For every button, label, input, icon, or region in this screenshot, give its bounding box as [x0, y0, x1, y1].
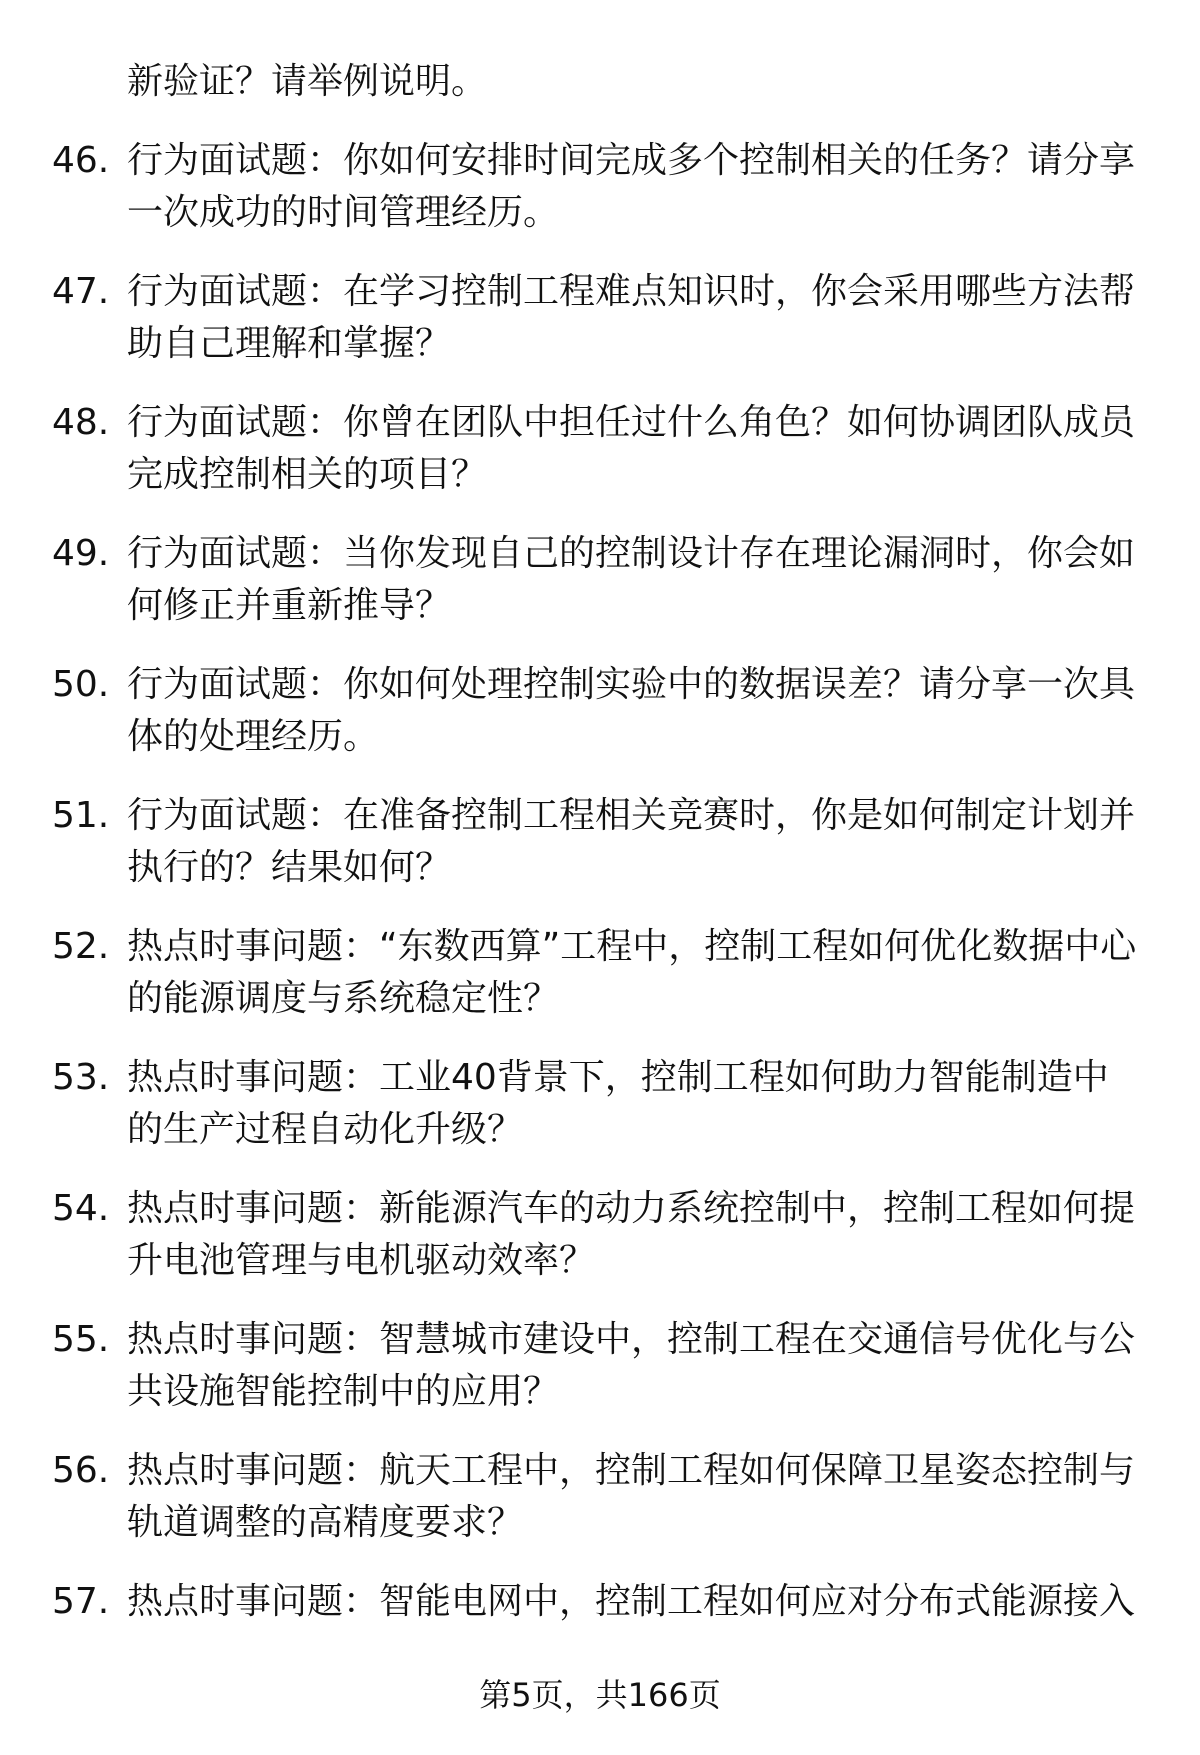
page-number-footer: 第5页，共166页 — [479, 1676, 721, 1714]
question-text: 行为面试题：你如何处理控制实验中的数据误差？请分享一次具体的处理经历。 — [127, 664, 1136, 757]
question-text: 行为面试题：在学习控制工程难点知识时，你会采用哪些方法帮助自己理解和掌握？ — [127, 271, 1136, 364]
question-number: 53. — [52, 1057, 110, 1098]
question-text: 热点时事问题：新能源汽车的动力系统控制中，控制工程如何提升电池管理与电机驱动效率？ — [127, 1188, 1136, 1281]
question-item — [0, 1183, 1137, 1287]
continuation-text: 新验证？请举例说明。 — [127, 61, 488, 102]
question-text: 行为面试题：在准备控制工程相关竞赛时，你是如何制定计划并执行的？结果如何？ — [127, 795, 1136, 888]
question-item — [0, 397, 1137, 501]
question-list — [0, 56, 1200, 1628]
question-item — [0, 921, 1137, 1025]
question-text: 行为面试题：你如何安排时间完成多个控制相关的任务？请分享一次成功的时间管理经历。 — [127, 140, 1136, 233]
question-number: 56. — [52, 1450, 110, 1491]
question-number: 47. — [52, 271, 110, 312]
question-text: 热点时事问题：智能电网中，控制工程如何应对分布式能源接入 — [127, 1581, 1136, 1622]
question-number: 54. — [52, 1188, 110, 1229]
question-number: 48. — [52, 402, 110, 443]
question-number: 46. — [52, 140, 110, 181]
question-text: 热点时事问题：工业40背景下，控制工程如何助力智能制造中的生产过程自动化升级？ — [127, 1057, 1109, 1150]
question-item — [0, 1314, 1137, 1418]
question-item — [0, 1576, 1137, 1628]
watermark: ​ — [632, 584, 768, 745]
question-text: 热点时事问题：智慧城市建设中，控制工程在交通信号优化与公共设施智能控制中的应用？ — [127, 1319, 1136, 1412]
question-number: 51. — [52, 795, 110, 836]
question-item — [0, 135, 1137, 239]
question-text: 行为面试题：你曾在团队中担任过什么角色？如何协调团队成员完成控制相关的项目？ — [127, 402, 1136, 495]
question-number: 49. — [52, 533, 110, 574]
question-number: 55. — [52, 1319, 110, 1360]
question-text: 行为面试题：当你发现自己的控制设计存在理论漏洞时，你会如何修正并重新推导？ — [127, 533, 1136, 626]
question-item — [0, 266, 1137, 370]
question-item — [0, 1052, 1137, 1156]
question-item — [0, 790, 1137, 894]
question-text: 热点时事问题：航天工程中，控制工程如何保障卫星姿态控制与轨道调整的高精度要求？ — [127, 1450, 1136, 1543]
question-number: 57. — [52, 1581, 110, 1622]
question-text: 热点时事问题：“东数西算”工程中，控制工程如何优化数据中心的能源调度与系统稳定性？ — [127, 926, 1137, 1019]
question-item — [0, 659, 1137, 763]
question-item — [0, 1445, 1137, 1549]
question-item — [0, 528, 1137, 632]
question-number: 50. — [52, 664, 110, 705]
question-number: 52. — [52, 926, 110, 967]
